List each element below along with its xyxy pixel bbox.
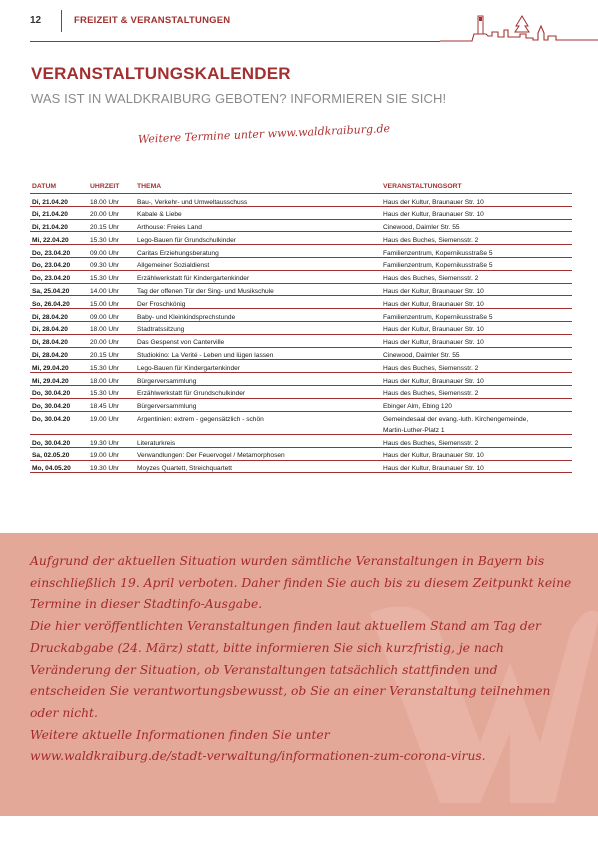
cell-time: 19.00 Uhr <box>90 416 119 424</box>
cell-venue: Haus der Kultur, Braunauer Str. 10 <box>383 452 484 460</box>
table-row <box>30 399 572 412</box>
cell-time: 15.30 Uhr <box>90 275 119 283</box>
cell-venue: Haus des Buches, Siemensstr. 2 <box>383 364 479 372</box>
cell-topic: Das Gespenst von Canterville <box>137 339 225 347</box>
cell-venue: Haus des Buches, Siemensstr. 2 <box>383 439 479 447</box>
cell-time: 18.00 Uhr <box>90 377 119 385</box>
cell-time: 18.00 Uhr <box>90 198 119 206</box>
notice-text <box>30 551 575 768</box>
cell-venue: Haus des Buches, Siemensstr. 2 <box>383 390 479 398</box>
table-row <box>30 245 572 258</box>
header-rule <box>30 41 440 42</box>
cell-topic: Verwandlungen: Der Feuervogel / Metamorphosen <box>137 452 285 460</box>
header-time: UHRZEIT <box>90 183 120 190</box>
notice-link[interactable]: www.waldkraiburg.de/stadt-verwaltung/informationen-zum-corona-virus. <box>30 749 486 764</box>
table-row <box>30 386 572 399</box>
cell-venue: Haus der Kultur, Braunauer Str. 10 <box>383 288 484 296</box>
events-table <box>30 181 572 473</box>
cell-date: Di, 21.04.20 <box>32 211 68 219</box>
cell-topic: Arthouse: Freies Land <box>137 224 202 232</box>
cell-date: Mi, 22.04.20 <box>32 236 69 244</box>
cell-date: Do, 30.04.20 <box>32 416 71 424</box>
city-skyline-icon <box>440 12 598 44</box>
corona-notice-box <box>0 533 598 816</box>
cell-time: 18.00 Uhr <box>90 326 119 334</box>
cell-time: 14.00 Uhr <box>90 288 119 296</box>
cell-venue: Haus der Kultur, Braunauer Str. 10 <box>383 465 484 473</box>
table-body <box>30 194 572 473</box>
cell-time: 20.15 Uhr <box>90 352 119 360</box>
cell-time: 20.00 Uhr <box>90 339 119 347</box>
cell-venue: Haus der Kultur, Braunauer Str. 10 <box>383 211 484 219</box>
cell-venue: Ebinger Alm, Ebing 120 <box>383 403 452 411</box>
cell-date: Di, 28.04.20 <box>32 352 68 360</box>
cell-date: Do, 30.04.20 <box>32 403 71 411</box>
cell-time: 15.00 Uhr <box>90 300 119 308</box>
cell-date: Do, 23.04.20 <box>32 262 71 270</box>
cell-topic: Lego-Bauen für Grundschulkinder <box>137 236 236 244</box>
cell-topic: Stadtratssitzung <box>137 326 185 334</box>
cell-time: 19.30 Uhr <box>90 439 119 447</box>
cell-date: Sa, 25.04.20 <box>32 288 70 296</box>
table-header <box>30 181 572 194</box>
cell-topic: Lego-Bauen für Kindergartenkinder <box>137 364 241 372</box>
cell-topic: Baby- und Kleinkindsprechstunde <box>137 313 236 321</box>
table-row <box>30 335 572 348</box>
cell-venue: Haus der Kultur, Braunauer Str. 10 <box>383 377 484 385</box>
cell-venue <box>383 414 528 436</box>
cell-date: Mi, 29.04.20 <box>32 377 69 385</box>
table-row <box>30 284 572 297</box>
cell-topic: Kabale & Liebe <box>137 211 182 219</box>
cell-venue: Haus des Buches, Siemensstr. 2 <box>383 275 479 283</box>
notice-paragraph-3: Weitere aktuelle Informationen finden Sie unter <box>30 727 330 742</box>
cell-topic: Bürgerversammlung <box>137 403 197 411</box>
cell-date: Di, 28.04.20 <box>32 339 68 347</box>
cell-topic: Literaturkreis <box>137 439 176 447</box>
cell-time: 19.30 Uhr <box>90 465 119 473</box>
header-divider <box>61 10 62 32</box>
cell-time: 18.45 Uhr <box>90 403 119 411</box>
section-title: FREIZEIT & VERANSTALTUNGEN <box>74 15 231 26</box>
cell-venue-line2: Martin-Luther-Platz 1 <box>383 427 445 435</box>
cell-venue: Familienzentrum, Kopernikusstraße 5 <box>383 262 493 270</box>
cell-date: Sa, 02.05.20 <box>32 452 70 460</box>
cell-time: 15.30 Uhr <box>90 390 119 398</box>
cell-date: Mi, 29.04.20 <box>32 364 69 372</box>
cell-venue: Haus der Kultur, Braunauer Str. 10 <box>383 300 484 308</box>
cell-topic: Bau-, Verkehr- und Umweltausschuss <box>137 198 248 206</box>
header-topic: THEMA <box>137 183 162 190</box>
cell-date: Do, 30.04.20 <box>32 439 71 447</box>
notice-paragraph-2: Die hier veröffentlichten Veranstaltungen finden laut aktuellem Stand am Tag der Druckabgabe (24. März) statt, bitte informieren Sie sich kurzfristig, je nach Veränderung der Situation, ob Veranstaltungen tatsächlich stattfinden und entscheiden Sie verantwortungsbewusst, ob Sie an einer Veranstaltung teilnehmen oder nicht. <box>30 619 551 720</box>
cell-topic: Der Froschkönig <box>137 300 186 308</box>
cell-time: 19.00 Uhr <box>90 452 119 460</box>
cell-date: Di, 28.04.20 <box>32 326 68 334</box>
cell-topic: Moyzes Quartett, Streichquartett <box>137 465 232 473</box>
cell-time: 20.15 Uhr <box>90 224 119 232</box>
table-row <box>30 373 572 386</box>
page-header <box>0 0 598 48</box>
table-row <box>30 220 572 233</box>
table-row <box>30 348 572 361</box>
notice-paragraph-1: Aufgrund der aktuellen Situation wurden sämtliche Veranstaltungen in Bayern bis einschließlich 19. April verboten. Daher finden Sie auch bis zu diesem Zeitpunkt keine Termine in dieser Stadtinfo-Ausgabe. <box>30 554 572 612</box>
cell-topic: Argentinien: extrem - gegensätzlich - schön <box>137 416 264 424</box>
table-row <box>30 258 572 271</box>
table-row <box>30 271 572 284</box>
table-row <box>30 232 572 245</box>
cell-venue: Cinewood, Daimler Str. 55 <box>383 352 460 360</box>
cell-topic: Bürgerversammlung <box>137 377 197 385</box>
cell-date: Do, 30.04.20 <box>32 390 71 398</box>
table-row <box>30 448 572 461</box>
cell-time: 15.30 Uhr <box>90 364 119 372</box>
table-row <box>30 309 572 322</box>
cell-venue: Familienzentrum, Kopernikusstraße 5 <box>383 313 493 321</box>
table-row <box>30 435 572 448</box>
cell-topic: Tag der offenen Tür der Sing- und Musikschule <box>137 288 274 296</box>
cell-venue: Cinewood, Daimler Str. 55 <box>383 224 460 232</box>
cell-time: 20.00 Uhr <box>90 211 119 219</box>
table-row <box>30 194 572 207</box>
table-row <box>30 296 572 309</box>
table-row <box>30 412 572 436</box>
header-date: DATUM <box>32 183 57 190</box>
table-row <box>30 322 572 335</box>
page-number: 12 <box>30 15 42 26</box>
cell-topic: Studiokino: La Verité - Leben und lügen lassen <box>137 352 274 360</box>
cell-venue: Haus der Kultur, Braunauer Str. 10 <box>383 339 484 347</box>
cell-date: Di, 28.04.20 <box>32 313 68 321</box>
page-subtitle: WAS IST IN WALDKRAIBURG GEBOTEN? INFORMIEREN SIE SICH! <box>31 91 447 106</box>
cell-date: Di, 21.04.20 <box>32 224 68 232</box>
table-row <box>30 461 572 474</box>
cell-topic: Erzählwerkstatt für Kindergartenkinder <box>137 275 250 283</box>
more-events-link[interactable]: Weitere Termine unter www.waldkraiburg.de <box>137 122 391 146</box>
header-venue: VERANSTALTUNGSORT <box>383 183 462 190</box>
cell-date: Do, 23.04.20 <box>32 275 71 283</box>
cell-venue: Haus der Kultur, Braunauer Str. 10 <box>383 198 484 206</box>
cell-time: 15.30 Uhr <box>90 236 119 244</box>
cell-date: Do, 23.04.20 <box>32 249 71 257</box>
cell-date: So, 26.04.20 <box>32 300 70 308</box>
cell-time: 09.00 Uhr <box>90 249 119 257</box>
cell-venue-line1: Gemeindesaal der evang.-luth. Kirchengemeinde, <box>383 416 529 424</box>
cell-time: 09.00 Uhr <box>90 313 119 321</box>
cell-date: Di, 21.04.20 <box>32 198 68 206</box>
cell-topic: Erzählwerkstatt für Grundschulkinder <box>137 390 246 398</box>
cell-venue: Haus des Buches, Siemensstr. 2 <box>383 236 479 244</box>
table-row <box>30 360 572 373</box>
page-title: VERANSTALTUNGSKALENDER <box>31 64 291 83</box>
cell-time: 09.30 Uhr <box>90 262 119 270</box>
cell-date: Mo, 04.05.20 <box>32 465 71 473</box>
cell-topic: Caritas Erziehungsberatung <box>137 249 219 257</box>
table-row <box>30 207 572 220</box>
cell-venue: Familienzentrum, Kopernikusstraße 5 <box>383 249 493 257</box>
cell-venue: Haus der Kultur, Braunauer Str. 10 <box>383 326 484 334</box>
cell-topic: Allgemeiner Sozialdienst <box>137 262 210 270</box>
